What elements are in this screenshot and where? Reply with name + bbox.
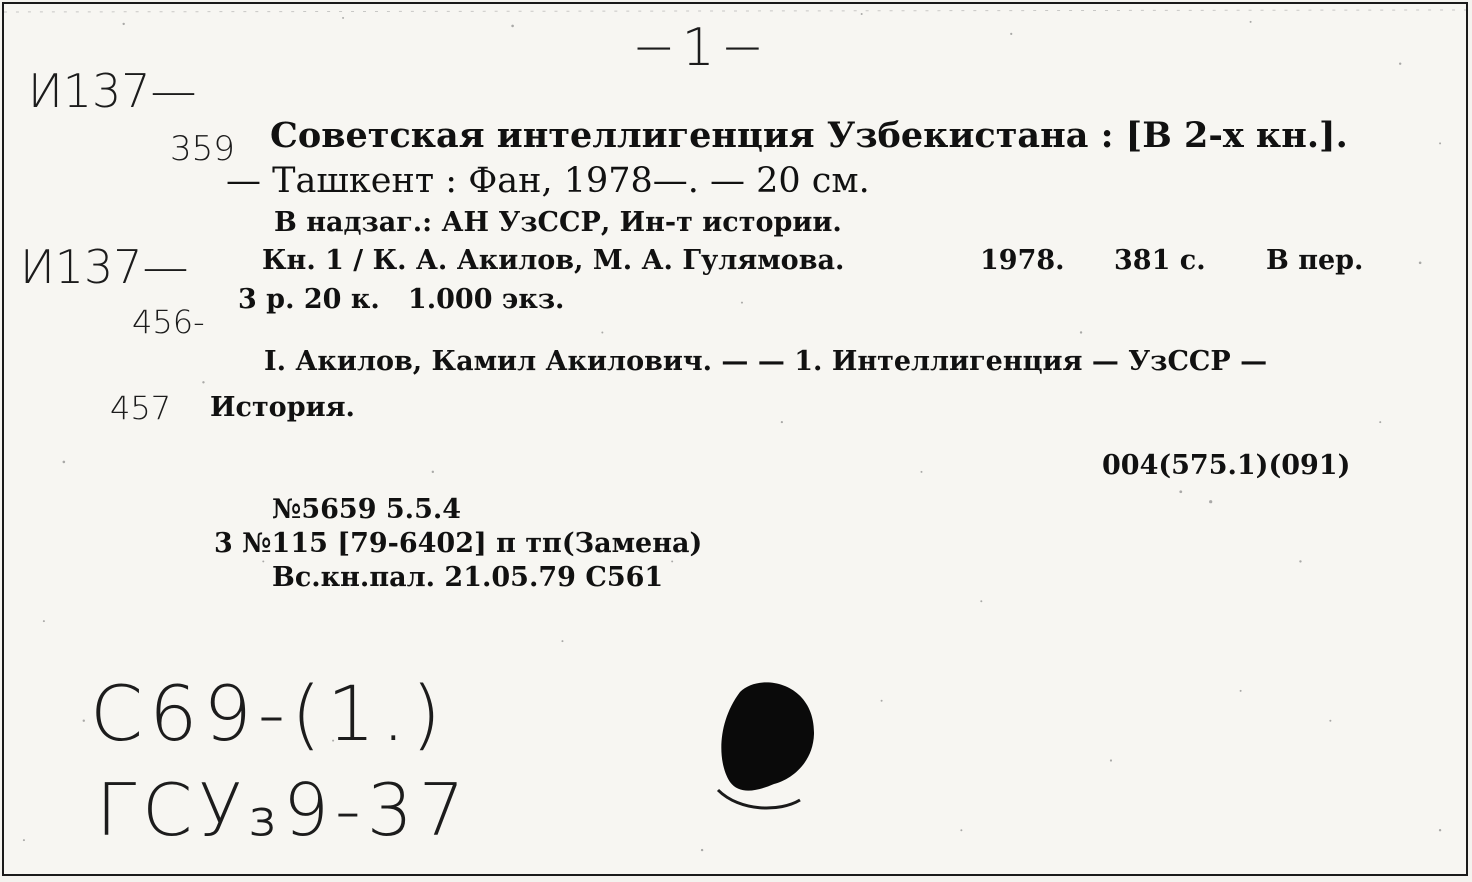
catalog-card [2,2,1468,876]
imprint-line-2: 3 №115 [79-6402] п тп(Замена) [214,528,703,559]
shelfmark-code: И137— [20,240,189,294]
shelfmark-number: 359 [170,129,235,169]
imprint-line-3: Вс.кн.пал. 21.05.79 С561 [272,562,664,593]
volume-pages: 381 с. [1114,245,1206,276]
handwritten-code: ГСУ₃9-37 [96,768,471,852]
shelfmark-number: 457 [110,389,172,427]
shelfmark-number: 456- [132,303,205,341]
volume-binding: В пер. [1266,245,1364,276]
volume-year: 1978. [980,245,1065,276]
tracing-line-2: История. [210,392,355,423]
volume-price-copies: 3 р. 20 к. 1.000 экз. [238,284,565,315]
classification-index: 004(575.1)(091) [1102,450,1351,481]
handwritten-code: С69-(1.) [90,669,448,758]
ink-blot [710,672,830,820]
title-line-2: — Ташкент : Фан, 1978—. — 20 см. [226,161,870,201]
volume-line: Кн. 1 / К. А. Акилов, М. А. Гулямова. [262,245,845,276]
shelfmark-code: И137— [28,64,197,118]
title-line-1: Советская интеллигенция Узбекистана : [В 2-х кн.]. [270,115,1348,156]
tracing-line-1: I. Акилов, Камил Акилович. — — 1. Интеллигенция — УзССР — [264,346,1268,377]
header-note: В надзаг.: АН УзССР, Ин-т истории. [274,207,842,238]
imprint-line-1: №5659 5.5.4 [272,494,462,525]
handwritten-page-number: −1− [632,18,771,78]
